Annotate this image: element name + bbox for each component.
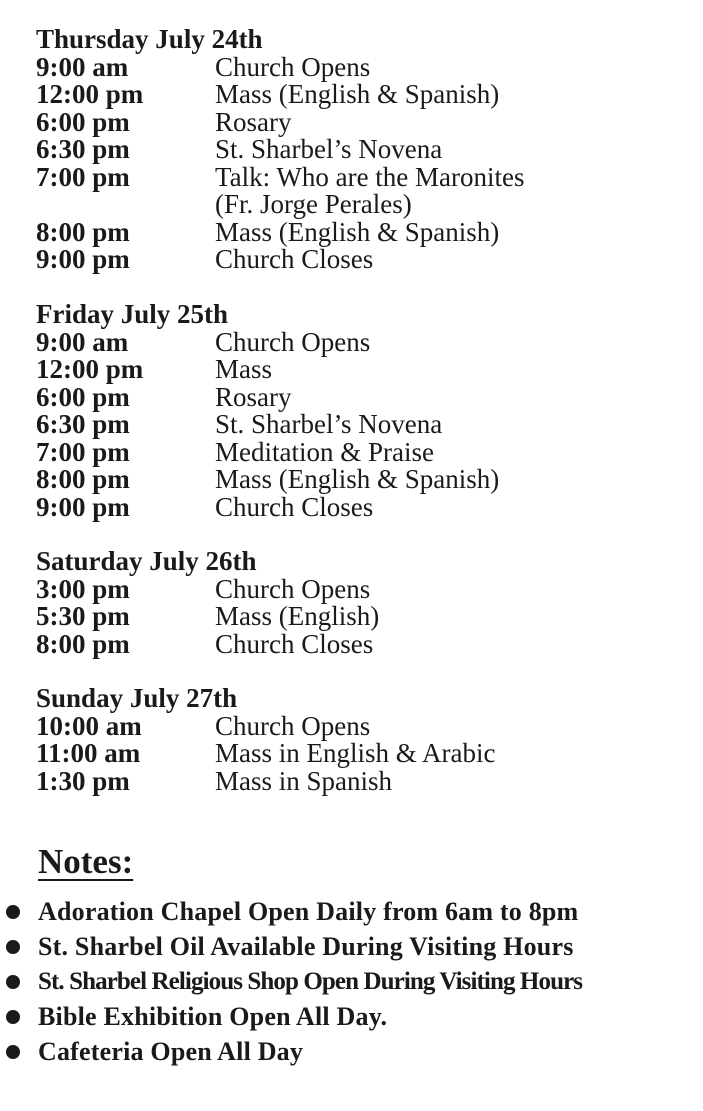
event-time: 8:00 pm: [36, 216, 130, 247]
event-line: St. Sharbel’s Novena: [215, 409, 443, 439]
schedule-row: [36, 491, 636, 522]
event-time: 7:00 pm: [36, 161, 130, 192]
note-text: St. Sharbel Religious Shop Open During Visiting Hours: [38, 968, 583, 995]
day-heading: Saturday July 26th: [36, 546, 257, 576]
note-text: St. Sharbel Oil Available During Visiting Hours: [38, 932, 574, 961]
note-item: [0, 999, 703, 1034]
schedule-row: [36, 216, 636, 247]
event-time: 6:30 pm: [36, 409, 130, 439]
schedule-row: [36, 573, 636, 604]
schedule-row: [36, 740, 636, 768]
event-title: [215, 216, 635, 247]
bullet-icon: [6, 905, 20, 919]
day-heading: Thursday July 24th: [36, 24, 263, 54]
event-title: [215, 161, 635, 219]
event-line: Church Opens: [215, 573, 371, 604]
day-section-saturday: [36, 548, 636, 658]
event-title: [215, 381, 635, 412]
event-title: [215, 136, 635, 164]
event-line: Church Closes: [215, 244, 374, 274]
event-time: 9:00 am: [36, 51, 129, 82]
day-section-friday: [36, 301, 636, 521]
event-line: Church Opens: [215, 326, 371, 357]
event-title: [215, 466, 635, 494]
event-title: [215, 436, 635, 467]
note-item: [0, 1034, 703, 1069]
event-time: 9:00 pm: [36, 244, 130, 274]
notes-heading: Notes:: [38, 842, 134, 881]
event-time: 10:00 am: [36, 710, 142, 741]
day-heading: Friday July 25th: [36, 299, 229, 329]
event-title: [215, 81, 635, 109]
event-line: Church Opens: [215, 51, 371, 82]
note-item: [0, 964, 703, 999]
event-line: Church Closes: [215, 491, 374, 522]
event-time: 8:00 pm: [36, 464, 130, 494]
event-line: Church Opens: [215, 710, 371, 741]
schedule-row: [36, 81, 636, 109]
note-text: Cafeteria Open All Day: [38, 1037, 304, 1066]
event-title: [215, 740, 635, 768]
schedule-row: [36, 51, 636, 82]
schedule-row: [36, 246, 636, 274]
schedule-row: [36, 765, 636, 796]
bullet-icon: [6, 940, 20, 954]
event-time: 6:00 pm: [36, 381, 130, 412]
event-line: Mass (English & Spanish): [215, 464, 500, 494]
event-title: [215, 356, 635, 384]
event-time: 1:30 pm: [36, 765, 130, 796]
schedule-row: [36, 106, 636, 137]
event-title: [215, 106, 635, 137]
event-line: Mass in Spanish: [215, 765, 393, 796]
event-time: 5:30 pm: [36, 601, 130, 631]
event-time: 12:00 pm: [36, 354, 144, 384]
bullet-icon: [6, 1010, 20, 1024]
event-title: [215, 603, 635, 631]
schedule-row: [36, 466, 636, 494]
event-title: [215, 51, 635, 82]
event-title: [215, 326, 635, 357]
schedule-row: [36, 326, 636, 357]
note-item: [0, 929, 703, 964]
event-line: Talk: Who are the Maronites: [215, 161, 525, 192]
event-title: [215, 246, 635, 274]
event-line: Mass (English & Spanish): [215, 216, 500, 247]
event-title: [215, 628, 635, 659]
event-line: St. Sharbel’s Novena: [215, 134, 443, 164]
event-line: Mass (English): [215, 601, 380, 631]
schedule-row: [36, 436, 636, 467]
schedule-row: [36, 628, 636, 659]
event-time: 9:00 pm: [36, 491, 130, 522]
event-time: 9:00 am: [36, 326, 129, 357]
schedule-row: [36, 411, 636, 439]
schedule-row: [36, 356, 636, 384]
note-text: Bible Exhibition Open All Day.: [38, 1002, 388, 1031]
event-time: 12:00 pm: [36, 79, 144, 109]
note-item: [0, 894, 703, 929]
event-time: 3:00 pm: [36, 573, 130, 604]
event-time: 6:00 pm: [36, 106, 130, 137]
bullet-icon: [6, 1045, 20, 1059]
event-title: [215, 710, 635, 741]
event-line: Church Closes: [215, 628, 374, 659]
event-time: 11:00 am: [36, 738, 141, 768]
day-section-sunday: [36, 685, 636, 795]
event-line: Mass: [215, 354, 273, 384]
event-line: Meditation & Praise: [215, 436, 434, 467]
schedule-row: [36, 161, 636, 219]
event-title: [215, 411, 635, 439]
event-line: Mass (English & Spanish): [215, 79, 500, 109]
event-time: 6:30 pm: [36, 134, 130, 164]
event-title: [215, 765, 635, 796]
event-line: (Fr. Jorge Perales): [215, 189, 412, 219]
event-title: [215, 491, 635, 522]
event-line: Rosary: [215, 106, 292, 137]
event-title: [215, 573, 635, 604]
event-line: Mass in English & Arabic: [215, 738, 496, 768]
schedule-row: [36, 710, 636, 741]
day-section-thursday: [36, 26, 636, 274]
bullet-icon: [6, 975, 20, 989]
event-line: Rosary: [215, 381, 292, 412]
schedule-row: [36, 136, 636, 164]
event-time: 7:00 pm: [36, 436, 130, 467]
day-heading: Sunday July 27th: [36, 683, 238, 713]
event-time: 8:00 pm: [36, 628, 130, 659]
notes-list: [0, 894, 703, 1069]
note-text: Adoration Chapel Open Daily from 6am to 8pm: [38, 897, 579, 926]
schedule-row: [36, 603, 636, 631]
schedule-row: [36, 381, 636, 412]
